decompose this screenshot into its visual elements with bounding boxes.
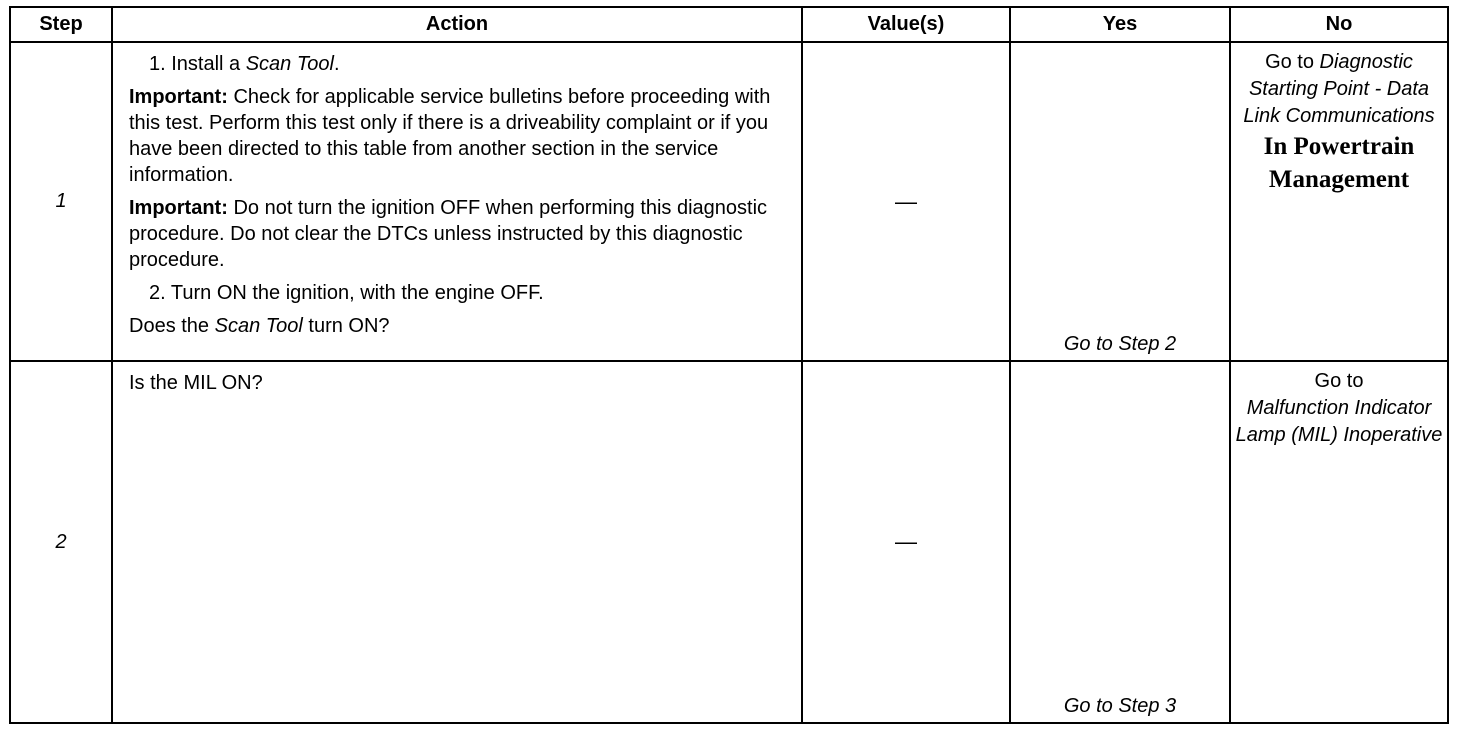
question-text: turn ON? xyxy=(302,315,390,337)
yes-cell: Go to Step 2 xyxy=(1010,42,1230,361)
action-item-ignition: 2. Turn ON the ignition, with the engine OFF. xyxy=(149,282,544,304)
action-cell xyxy=(112,361,802,723)
action-text: . xyxy=(333,53,340,75)
important-text: Check for applicable service bulletins before proceeding with this test. Perform this test only if there is a driveability complaint or if you have been directed to this table from another section in the service information. xyxy=(129,86,771,186)
important-text: Do not turn the ignition OFF when performing this diagnostic procedure. Do not clear the DTCs unless instructed by this diagnostic procedure. xyxy=(129,197,768,271)
action-cell xyxy=(112,42,802,361)
action-question: Is the MIL ON? xyxy=(129,372,263,394)
important-note xyxy=(129,195,791,273)
question-text: Does the xyxy=(129,315,215,337)
header-step: Step xyxy=(10,7,112,42)
no-link-mil-inoperative: Malfunction Indicator Lamp (MIL) Inoperative xyxy=(1235,397,1443,446)
header-yes: Yes xyxy=(1010,7,1230,42)
step-number: 2 xyxy=(10,361,112,723)
value-cell: — xyxy=(802,361,1010,723)
no-cell xyxy=(1230,361,1448,723)
header-action: Action xyxy=(112,7,802,42)
table-row xyxy=(10,361,1448,723)
important-note xyxy=(129,84,791,188)
no-go-to: Go to xyxy=(1265,51,1320,73)
handwritten-annotation: In Powertrain Management xyxy=(1263,133,1415,193)
important-label: Important: xyxy=(129,197,228,219)
action-text: 1. Install a xyxy=(149,53,246,75)
action-item-install xyxy=(129,51,791,77)
question-text-italic: Scan Tool xyxy=(214,315,303,337)
header-row xyxy=(10,7,1448,42)
header-no: No xyxy=(1230,7,1448,42)
value-cell: — xyxy=(802,42,1010,361)
no-go-to: Go to xyxy=(1314,370,1364,392)
step-number: 1 xyxy=(10,42,112,361)
no-link-diagnostic-starting-point: Diagnostic Starting Point - Data Link Communications xyxy=(1243,51,1435,127)
no-cell xyxy=(1230,42,1448,361)
table-row xyxy=(10,42,1448,361)
important-label: Important: xyxy=(129,86,228,108)
yes-cell: Go to Step 3 xyxy=(1010,361,1230,723)
header-values: Value(s) xyxy=(802,7,1010,42)
action-text-italic: Scan Tool xyxy=(245,53,334,75)
action-question xyxy=(129,313,791,339)
diagnostic-table xyxy=(9,6,1449,724)
